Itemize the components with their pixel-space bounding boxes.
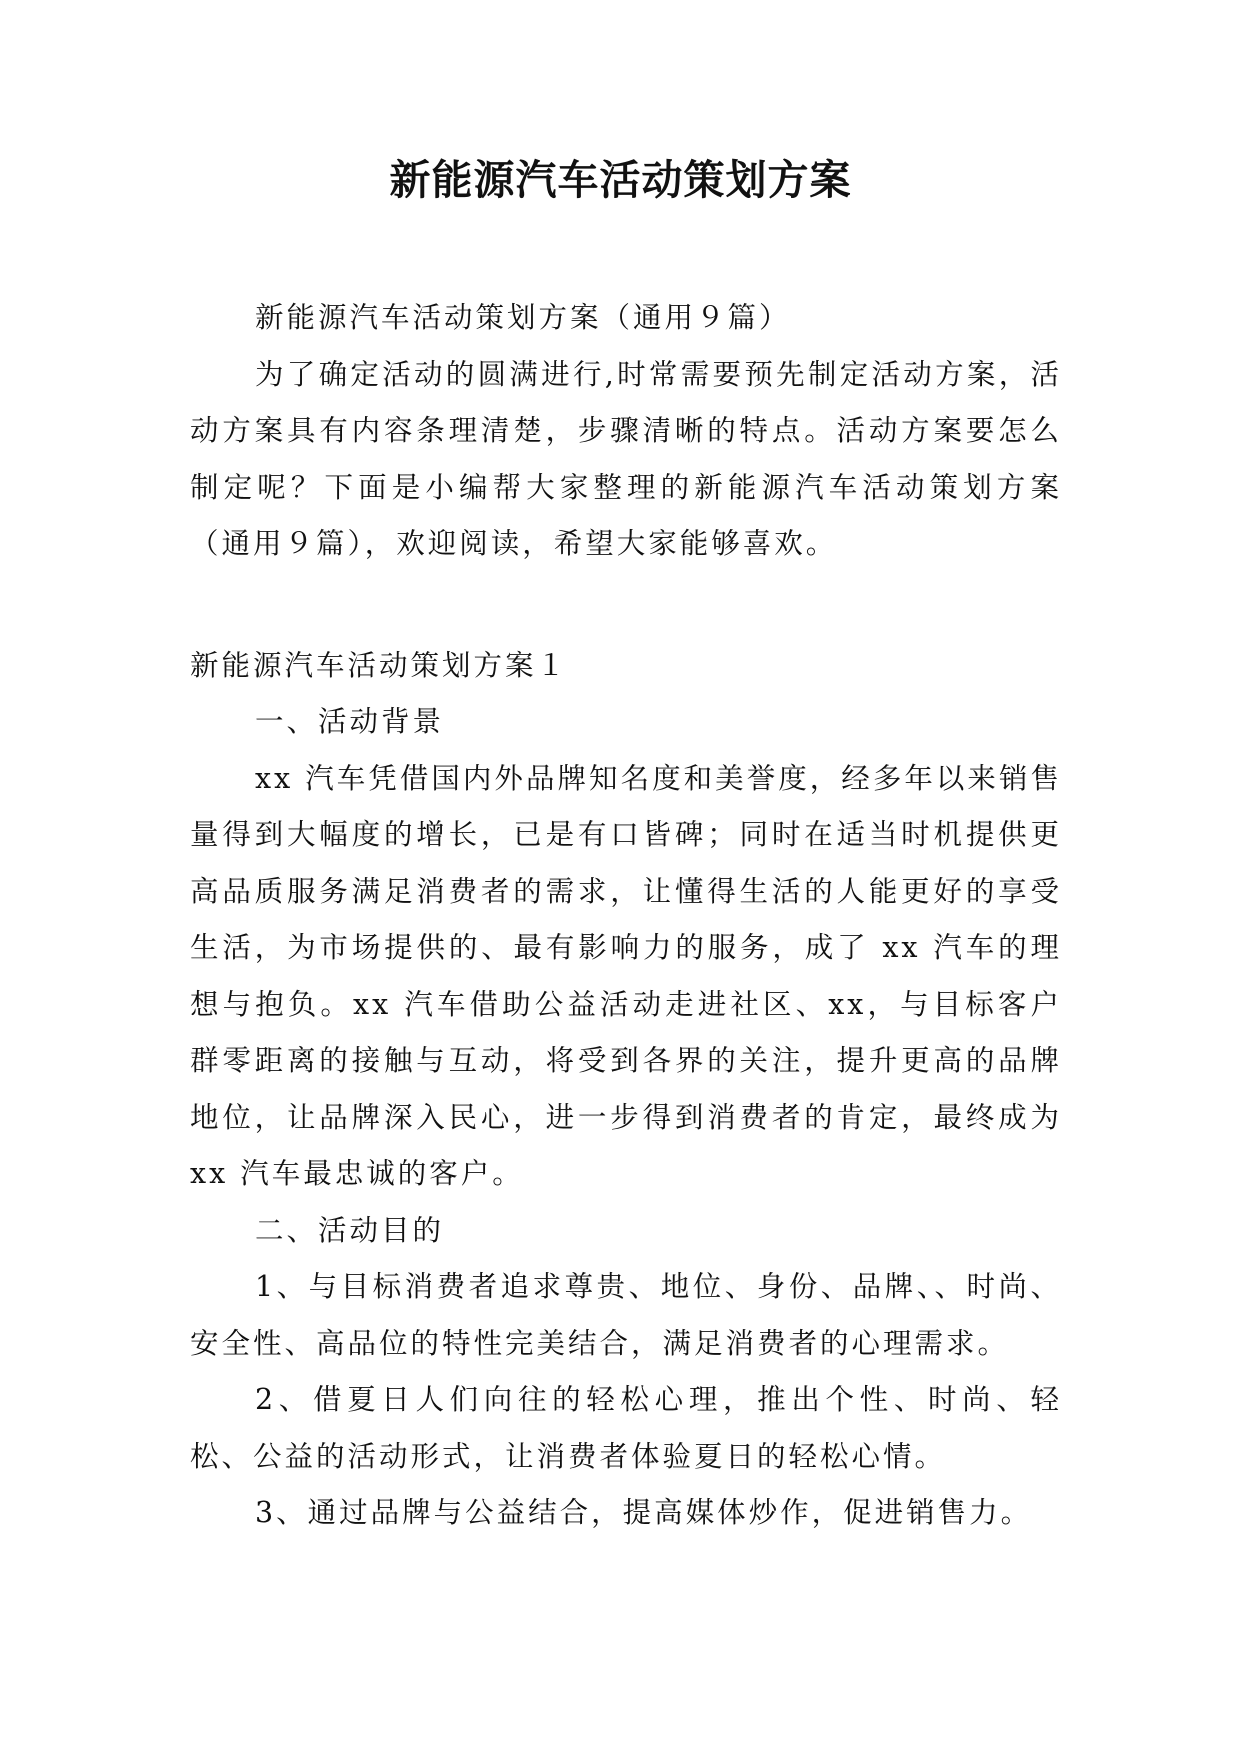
intro-paragraph: 为了确定活动的圆满进行,时常需要预先制定活动方案，活动方案具有内容条理清楚，步骤清晰的特点。活动方案要怎么制定呢？下面是小编帮大家整理的新能源汽车活动策划方案（通用９篇），欢迎阅读，希望大家能够喜欢。	[190, 357, 1062, 560]
goal-item-1: 1、与目标消费者追求尊贵、地位、身份、品牌、、时尚、安全性、高品位的特性完美结合，满足消费者的心理需求。	[190, 1270, 1062, 1360]
heading-background: 一、活动背景	[255, 705, 445, 738]
section-title: 新能源汽车活动策划方案１	[190, 648, 569, 682]
document-subtitle: 新能源汽车活动策划方案（通用９篇）	[255, 301, 791, 334]
heading-goals: 二、活动目的	[255, 1213, 445, 1247]
background-paragraph: xx 汽车凭借国内外品牌知名度和美誉度，经多年以来销售量得到大幅度的增长，已是有口皆碑；同时在适当时机提供更高品质服务满足消费者的需求，让懂得生活的人能更好的享受生活，为市场提供的、最有影响力的服务，成了 xx 汽车的理想与抱负。xx 汽车借助公益活动走进社区、xx，与目标客户群零距离的接触与互动，将受到各界的关注，提升更高的品牌地位，让品牌深入民心，进一步得到消费者的肯定，最终成为 xx 汽车最忠诚的客户。	[190, 761, 1062, 1190]
goal-item-2: 2、借夏日人们向往的轻松心理，推出个性、时尚、轻松、公益的活动形式，让消费者体验夏日的轻松心情。	[190, 1383, 1062, 1473]
document-title: 新能源汽车活动策划方案	[389, 156, 852, 204]
document-body	[190, 290, 1062, 1542]
goal-item-3: 3、通过品牌与公益结合，提高媒体炒作，促进销售力。	[255, 1496, 1033, 1529]
